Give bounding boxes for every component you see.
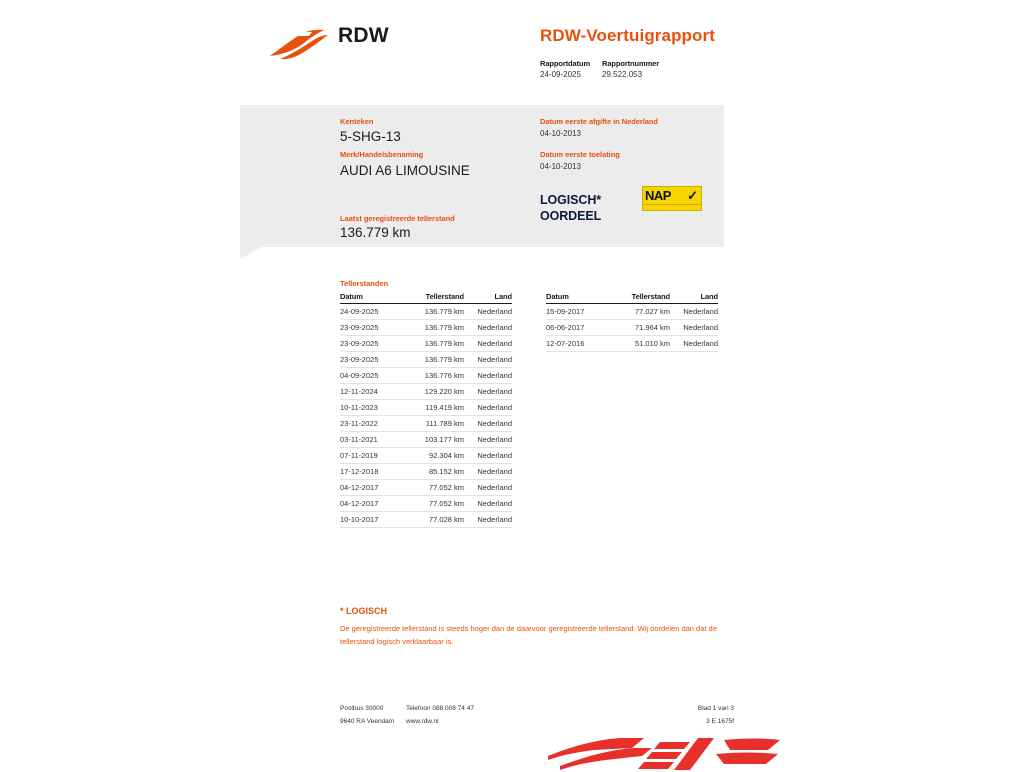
cell-tellerstand: 129.220 km <box>402 384 464 400</box>
cell-tellerstand: 136.779 km <box>402 320 464 336</box>
table-row <box>340 368 512 384</box>
cell-tellerstand: 51.010 km <box>608 336 670 352</box>
cell-land: Nederland <box>464 384 512 400</box>
table-row <box>546 336 718 352</box>
cell-tellerstand: 103.177 km <box>402 432 464 448</box>
footer-phone: Telefoon 088 008 74 47 <box>406 705 474 712</box>
rdw-logo-icon <box>268 28 330 62</box>
cell-land: Nederland <box>670 336 718 352</box>
table-row <box>340 512 512 528</box>
page-title: RDW-Voertuigrapport <box>540 26 716 45</box>
footer-decoration-graphic <box>548 736 788 772</box>
cell-tellerstand: 77.027 km <box>608 304 670 320</box>
cell-tellerstand: 77.052 km <box>402 496 464 512</box>
cell-tellerstand: 85.152 km <box>402 464 464 480</box>
rdw-wordmark: RDW <box>338 24 389 47</box>
cell-tellerstand: 136.779 km <box>402 304 464 320</box>
footer-page-info <box>650 702 734 728</box>
first-issue-label: Datum eerste afgifte in Nederland <box>540 117 658 126</box>
table-row <box>340 416 512 432</box>
cell-datum: 23-09-2025 <box>340 336 402 352</box>
footnote-title: * LOGISCH <box>340 606 388 616</box>
footer-website[interactable]: www.rdw.nl <box>406 718 439 725</box>
table-row <box>340 496 512 512</box>
table-row <box>546 320 718 336</box>
cell-land: Nederland <box>464 400 512 416</box>
report-number-value: 29.522.053 <box>602 70 643 79</box>
table-row <box>340 448 512 464</box>
odometer-table-right <box>546 292 718 352</box>
odometer-section-title: Tellerstanden <box>340 279 389 288</box>
cell-land: Nederland <box>464 352 512 368</box>
cell-datum: 17-12-2018 <box>340 464 402 480</box>
cell-land: Nederland <box>670 320 718 336</box>
cell-land: Nederland <box>464 448 512 464</box>
cell-land: Nederland <box>464 464 512 480</box>
make-value: AUDI A6 LIMOUSINE <box>340 163 470 178</box>
footer-address-line-1: Postbus 30000 <box>340 705 384 712</box>
nap-label: NAP <box>645 188 671 203</box>
page-number: Blad 1 van 3 <box>697 705 734 712</box>
table-row <box>340 464 512 480</box>
cell-land: Nederland <box>464 368 512 384</box>
cell-tellerstand: 136.779 km <box>402 336 464 352</box>
cell-datum: 23-09-2025 <box>340 352 402 368</box>
cell-tellerstand: 77.028 km <box>402 512 464 528</box>
plate-label: Kenteken <box>340 117 374 126</box>
cell-land: Nederland <box>464 432 512 448</box>
cell-datum: 10-11-2023 <box>340 400 402 416</box>
cell-tellerstand: 77.052 km <box>402 480 464 496</box>
table-row <box>340 352 512 368</box>
report-number-label: Rapportnummer <box>602 59 660 68</box>
plate-value: 5-SHG-13 <box>340 129 401 144</box>
cell-land: Nederland <box>464 480 512 496</box>
cell-land: Nederland <box>464 512 512 528</box>
verdict-block <box>540 192 601 224</box>
cell-datum: 24-09-2025 <box>340 304 402 320</box>
column-header-tellerstand: Tellerstand <box>402 292 464 304</box>
cell-datum: 10-10-2017 <box>340 512 402 528</box>
cell-datum: 12-07-2016 <box>546 336 608 352</box>
cell-datum: 03-11-2021 <box>340 432 402 448</box>
cell-tellerstand: 92.304 km <box>402 448 464 464</box>
last-odometer-value: 136.779 km <box>340 225 411 240</box>
table-header-row <box>340 292 512 304</box>
footer-address-line-2: 9640 RA Veendam <box>340 718 395 725</box>
panel-notch-decoration <box>240 247 262 259</box>
cell-tellerstand: 71.964 km <box>608 320 670 336</box>
cell-datum: 04-12-2017 <box>340 496 402 512</box>
check-icon: ✓ <box>687 188 698 203</box>
column-header-land: Land <box>670 292 718 304</box>
column-header-tellerstand: Tellerstand <box>608 292 670 304</box>
cell-land: Nederland <box>464 416 512 432</box>
column-header-land: Land <box>464 292 512 304</box>
report-meta <box>540 58 790 81</box>
verdict-line-2: OORDEEL <box>540 209 602 223</box>
table-row <box>340 304 512 320</box>
cell-datum: 23-09-2025 <box>340 320 402 336</box>
cell-land: Nederland <box>670 304 718 320</box>
document-code: 3 E 1675f <box>706 718 734 725</box>
nap-badge <box>642 186 702 211</box>
cell-tellerstand: 136.779 km <box>402 352 464 368</box>
cell-tellerstand: 119.419 km <box>402 400 464 416</box>
make-label: Merk/Handelsbenaming <box>340 150 424 159</box>
table-row <box>546 304 718 320</box>
cell-datum: 12-11-2024 <box>340 384 402 400</box>
table-row <box>340 480 512 496</box>
cell-datum: 04-09-2025 <box>340 368 402 384</box>
first-issue-value: 04-10-2013 <box>540 129 581 138</box>
cell-tellerstand: 136.776 km <box>402 368 464 384</box>
table-row <box>340 384 512 400</box>
cell-tellerstand: 111.789 km <box>402 416 464 432</box>
table-header-row <box>546 292 718 304</box>
cell-land: Nederland <box>464 320 512 336</box>
cell-datum: 06-06-2017 <box>546 320 608 336</box>
column-header-datum: Datum <box>546 292 608 304</box>
cell-datum: 04-12-2017 <box>340 480 402 496</box>
verdict-line-1: LOGISCH* <box>540 193 602 207</box>
report-date-label: Rapportdatum <box>540 59 591 68</box>
nap-bar-decoration <box>643 204 701 210</box>
odometer-table-left <box>340 292 512 528</box>
cell-datum: 07-11-2019 <box>340 448 402 464</box>
cell-land: Nederland <box>464 304 512 320</box>
vehicle-summary-panel <box>240 105 724 247</box>
last-odometer-label: Laatst geregistreerde tellerstand <box>340 214 455 223</box>
table-row <box>340 320 512 336</box>
table-row <box>340 432 512 448</box>
table-row <box>340 336 512 352</box>
cell-datum: 15-09-2017 <box>546 304 608 320</box>
first-admission-label: Datum eerste toelating <box>540 150 620 159</box>
report-date-value: 24-09-2025 <box>540 70 581 79</box>
table-row <box>340 400 512 416</box>
column-header-datum: Datum <box>340 292 402 304</box>
footnote-body: De geregistreerde tellerstand is steeds hoger dan de daarvoor geregistreerde tellerstand. Wij oordelen dan dat de tellerstand logisch verklaarbaar is. <box>340 624 717 646</box>
cell-datum: 23-11-2022 <box>340 416 402 432</box>
first-admission-value: 04-10-2013 <box>540 162 581 171</box>
cell-land: Nederland <box>464 496 512 512</box>
cell-land: Nederland <box>464 336 512 352</box>
